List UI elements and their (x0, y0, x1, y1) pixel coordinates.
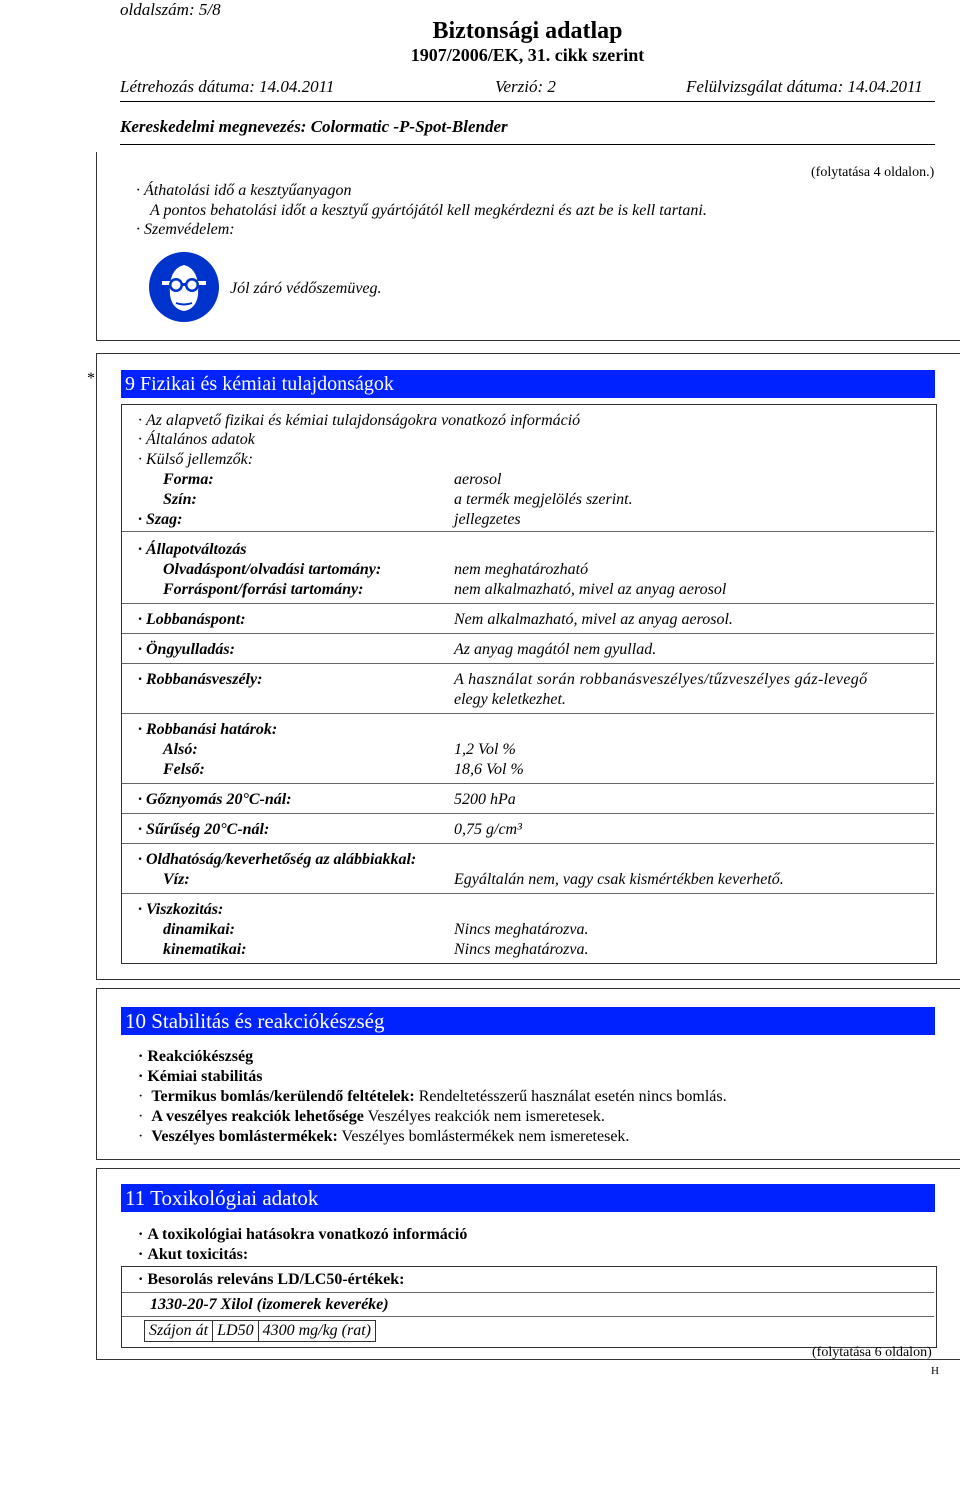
divider (122, 783, 934, 784)
continued-from: (folytatása 4 oldalon.) (811, 165, 935, 180)
divider (122, 813, 934, 814)
lower-limit-value: 1,2 Vol % (454, 741, 516, 758)
color-value: a termék megjelölés szerint. (454, 491, 633, 508)
footer-mark: H (931, 1365, 939, 1377)
kinematic-viscosity-value: Nincs meghatározva. (454, 941, 589, 958)
table-row (145, 1321, 376, 1342)
decomposition-products-value: Veszélyes bomlástermékek nem ismeretesek. (341, 1128, 630, 1145)
density-label: · Sűrűség 20°C-nál: (138, 821, 269, 839)
density-value: 0,75 g/cm³ (454, 821, 522, 838)
auto-ignition-value: Az anyag magától nem gyullad. (454, 641, 657, 658)
vapour-pressure-value: 5200 hPa (454, 791, 516, 808)
continued-on: (folytatása 6 oldalon) (812, 1345, 932, 1360)
solubility-label: · Oldhatóság/keverhetőség az alábbiakkal: (138, 851, 416, 869)
odor-value: jellegzetes (454, 511, 521, 528)
divider (122, 531, 934, 532)
auto-ignition-label: · Öngyulladás: (138, 641, 235, 659)
creation-date: Létrehozás dátuma: 14.04.2011 (120, 77, 335, 96)
appearance-label: · Külső jellemzők: (138, 451, 253, 469)
section9-heading: 9 Fizikai és kémiai tulajdonságok (121, 370, 935, 398)
revision-marker: * (87, 370, 95, 387)
table-cell-value: 4300 mg/kg (rat) (258, 1321, 375, 1342)
hazardous-reactions-label: A veszélyes reakciók lehetősége (151, 1108, 364, 1125)
basic-info-label: · Az alapvető fizikai és kémiai tulajdonságokra vonatkozó információ (138, 412, 580, 430)
form-label: Forma: (163, 471, 214, 488)
section10-heading: 10 Stabilitás és reakciókészség (121, 1007, 935, 1035)
document-subtitle: 1907/2006/EK, 31. cikk szerint (410, 45, 645, 65)
general-label: · Általános adatok (138, 431, 255, 449)
page-number: oldalszám: 5/8 (120, 0, 221, 19)
chemical-stability-label: · Kémiai stabilitás (138, 1068, 262, 1086)
color-label: Szín: (163, 491, 197, 508)
melting-label: Olvadáspont/olvadási tartomány: (163, 561, 382, 578)
divider (122, 603, 934, 604)
upper-limit-label: Felső: (163, 761, 205, 778)
kinematic-viscosity-label: kinematikai: (163, 941, 247, 958)
eye-protection-text: Jól záró védőszemüveg. (230, 280, 382, 297)
breakthrough-text: A pontos behatolási időt a kesztyű gyártójától kell megkérdezni és azt be is kell tartani. (150, 202, 707, 219)
form-value: aerosol (454, 471, 502, 488)
document-title: Biztonsági adatlap (432, 18, 623, 44)
hazardous-reactions (138, 1108, 605, 1126)
explosion-hazard-value-line1: A használat során robbanásveszélyes/tűzveszélyes gáz-levegő (454, 671, 868, 688)
version: Verzió: 2 (495, 77, 556, 96)
divider (122, 633, 934, 634)
hazardous-reactions-value: Veszélyes reakciók nem ismeretesek. (367, 1108, 605, 1125)
divider (122, 1292, 934, 1293)
thermal-decomposition-label: Termikus bomlás/kerülendő feltételek: (151, 1088, 415, 1105)
thermal-decomposition-value: Rendeltetésszerű használat esetén nincs bomlás. (418, 1088, 727, 1105)
boiling-label: Forráspont/forrási tartomány: (163, 581, 364, 598)
toxicity-table (144, 1320, 376, 1342)
reactivity-label: · Reakciókészség (138, 1048, 253, 1066)
viscosity-label: · Viszkozitás: (138, 901, 223, 919)
substance-name: 1330-20-7 Xilol (izomerek keveréke) (150, 1296, 389, 1313)
boiling-value: nem alkalmazható, mivel az anyag aerosol (454, 581, 727, 598)
divider (122, 713, 934, 714)
explosion-limits-label: · Robbanási határok: (138, 721, 277, 739)
state-change-label: · Állapotváltozás (138, 541, 246, 559)
decomposition-products (138, 1128, 629, 1146)
divider (122, 1316, 934, 1317)
table-cell-type: LD50 (213, 1321, 258, 1342)
trade-divider (120, 144, 935, 145)
section11-heading: 11 Toxikológiai adatok (121, 1184, 935, 1212)
lower-limit-label: Alsó: (163, 741, 198, 758)
classification-label: · Besorolás releváns LD/LC50-értékek: (138, 1271, 405, 1289)
divider (122, 843, 934, 844)
thermal-decomposition (138, 1088, 727, 1106)
goggles-icon (148, 251, 220, 323)
odor-label: · Szag: (138, 511, 182, 529)
eye-protection-title: · Szemvédelem: (136, 221, 235, 239)
divider (122, 893, 934, 894)
vapour-pressure-label: · Gőznyomás 20°C-nál: (138, 791, 292, 809)
table-cell-route: Szájon át (145, 1321, 213, 1342)
divider (122, 663, 934, 664)
dynamic-viscosity-value: Nincs meghatározva. (454, 921, 589, 938)
explosion-hazard-label: · Robbanásveszély: (138, 671, 262, 689)
dynamic-viscosity-label: dinamikai: (163, 921, 236, 938)
water-label: Víz: (163, 871, 190, 888)
header-divider (120, 101, 935, 102)
trade-name: Kereskedelmi megnevezés: Colormatic -P-Spot-Blender (120, 117, 508, 136)
water-value: Egyáltalán nem, vagy csak kismértékben keverhető. (454, 871, 784, 888)
acute-toxicity-label: · Akut toxicitás: (138, 1246, 248, 1264)
melting-value: nem meghatározható (454, 561, 589, 578)
upper-limit-value: 18,6 Vol % (454, 761, 524, 778)
tox-info-label: · A toxikológiai hatásokra vonatkozó információ (138, 1226, 467, 1244)
flash-point-label: · Lobbanáspont: (138, 611, 246, 629)
decomposition-products-label: Veszélyes bomlástermékek: (151, 1128, 338, 1145)
revision-date: Felülvizsgálat dátuma: 14.04.2011 (686, 77, 923, 96)
breakthrough-title: · Áthatolási idő a kesztyűanyagon (136, 182, 352, 200)
flash-point-value: Nem alkalmazható, mivel az anyag aerosol. (454, 611, 733, 628)
explosion-hazard-value-line2: elegy keletkezhet. (454, 691, 566, 708)
